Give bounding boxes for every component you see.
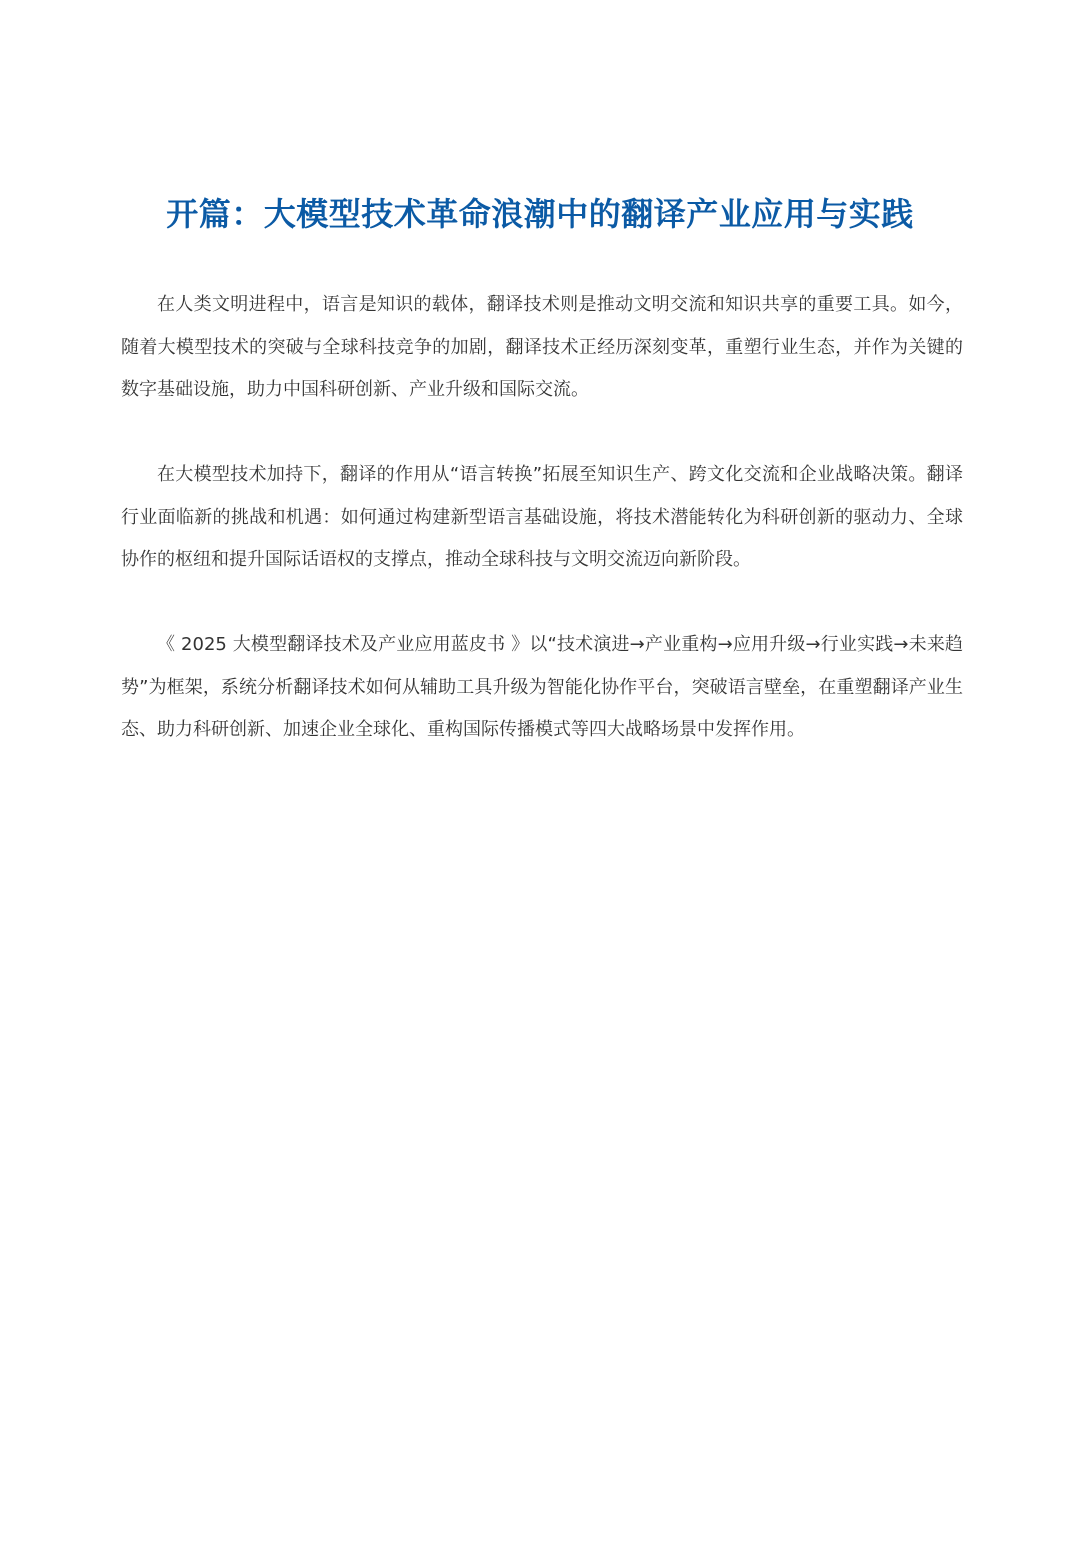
- paragraph-1: 在人类文明进程中，语言是知识的载体，翻译技术则是推动文明交流和知识共享的重要工具。如今，随着大模型技术的突破与全球科技竞争的加剧，翻译技术正经历深刻变革，重塑行业生态，并作为关键的数字基础设施，助力中国科研创新、产业升级和国际交流。: [121, 294, 963, 400]
- paragraph-3: 《 2025 大模型翻译技术及产业应用蓝皮书 》以“技术演进→产业重构→应用升级→行业实践→未来趋势”为框架，系统分析翻译技术如何从辅助工具升级为智能化协作平台，突破语言壁垒，在重塑翻译产业生态、助力科研创新、加速企业全球化、重构国际传播模式等四大战略场景中发挥作用。: [121, 634, 963, 740]
- paragraph-2: 在大模型技术加持下，翻译的作用从“语言转换”拓展至知识生产、跨文化交流和企业战略决策。翻译行业面临新的挑战和机遇：如何通过构建新型语言基础设施，将技术潜能转化为科研创新的驱动力、全球协作的枢纽和提升国际话语权的支撑点，推动全球科技与文明交流迈向新阶段。: [121, 464, 963, 570]
- page-title: 开篇：大模型技术革命浪潮中的翻译产业应用与实践: [166, 195, 914, 233]
